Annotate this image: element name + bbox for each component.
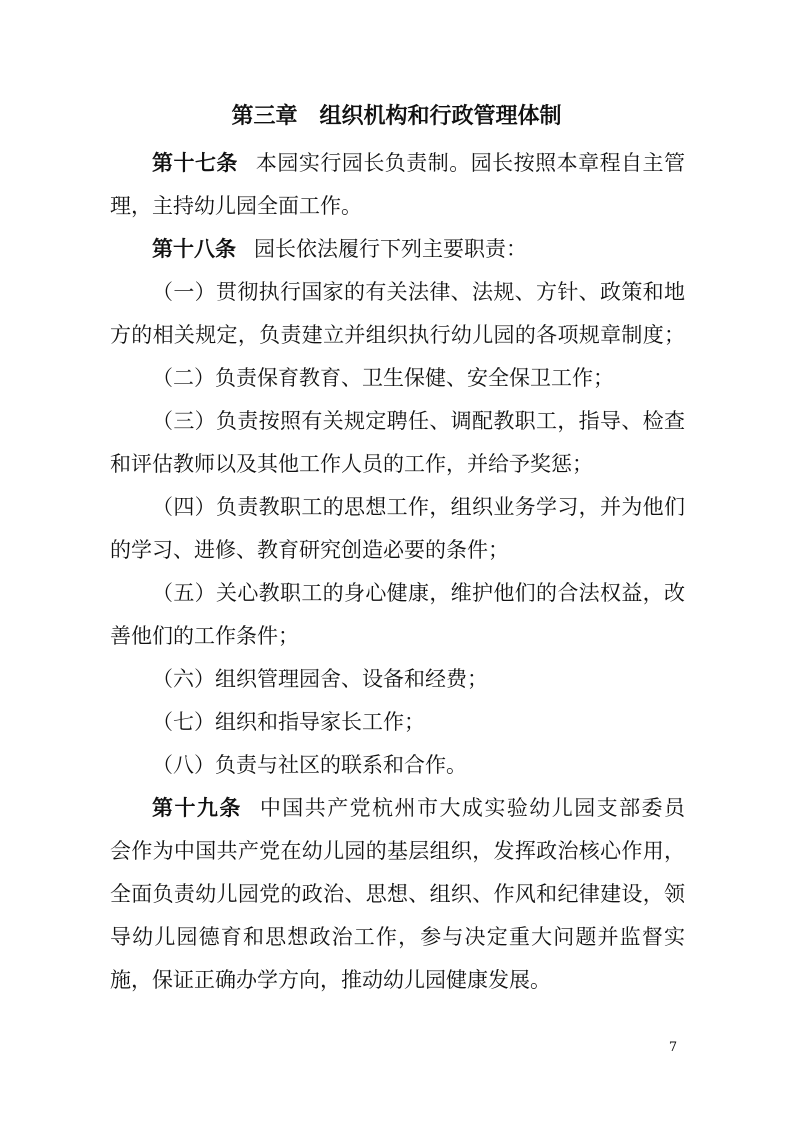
article-19-text: 中国共产党杭州市大成实验幼儿园支部委员 [259, 796, 686, 820]
duty-2: （二）负责保育教育、卫生保健、安全保卫工作； [152, 366, 614, 390]
duty-4-line-1: （四）负责教职工的思想工作，组织业务学习，并为他们 [152, 495, 685, 519]
article-18-number: 第十八条 [152, 237, 236, 261]
article-19-line-2: 会作为中国共产党在幼儿园的基层组织，发挥政治核心作用， [110, 839, 685, 863]
article-19-number: 第十九条 [152, 796, 242, 820]
article-17-number: 第十七条 [152, 151, 238, 175]
duty-8: （八）负责与社区的联系和合作。 [152, 753, 467, 777]
duty-1-line-1: （一）贯彻执行国家的有关法律、法规、方针、政策和地 [152, 280, 685, 304]
duty-3-line-1: （三）负责按照有关规定聘任、调配教职工，指导、检查 [152, 409, 685, 433]
duty-5-line-2: 善他们的工作条件； [110, 624, 299, 648]
duty-4-line-2: 的学习、进修、教育研究创造必要的条件； [110, 538, 509, 562]
duty-7: （七）组织和指导家长工作； [152, 710, 425, 734]
article-19-line-1 [152, 790, 685, 826]
duty-3-line-2: 和评估教师以及其他工作人员的工作，并给予奖惩； [110, 452, 593, 476]
article-17-line-1 [152, 145, 685, 181]
article-19-line-4: 导幼儿园德育和思想政治工作，参与决定重大问题并监督实 [110, 925, 685, 949]
article-19-line-5: 施，保证正确办学方向，推动幼儿园健康发展。 [110, 968, 551, 992]
duty-1-line-2: 方的相关规定，负责建立并组织执行幼儿园的各项规章制度； [110, 323, 685, 347]
duty-6: （六）组织管理园舍、设备和经费； [152, 667, 488, 691]
article-18-text: 园长依法履行下列主要职责： [254, 237, 527, 261]
chapter-title: 第三章 组织机构和行政管理体制 [231, 104, 562, 129]
article-17-line-2: 理，主持幼儿园全面工作。 [110, 194, 362, 218]
page-number: 7 [668, 1040, 678, 1055]
duty-5-line-1: （五）关心教职工的身心健康，维护他们的合法权益，改 [152, 581, 685, 605]
article-19-line-3: 全面负责幼儿园党的政治、思想、组织、作风和纪律建设，领 [110, 882, 685, 906]
article-18-line-1 [152, 231, 685, 267]
article-17-text: 本园实行园长负责制。园长按照本章程自主管 [255, 151, 686, 175]
